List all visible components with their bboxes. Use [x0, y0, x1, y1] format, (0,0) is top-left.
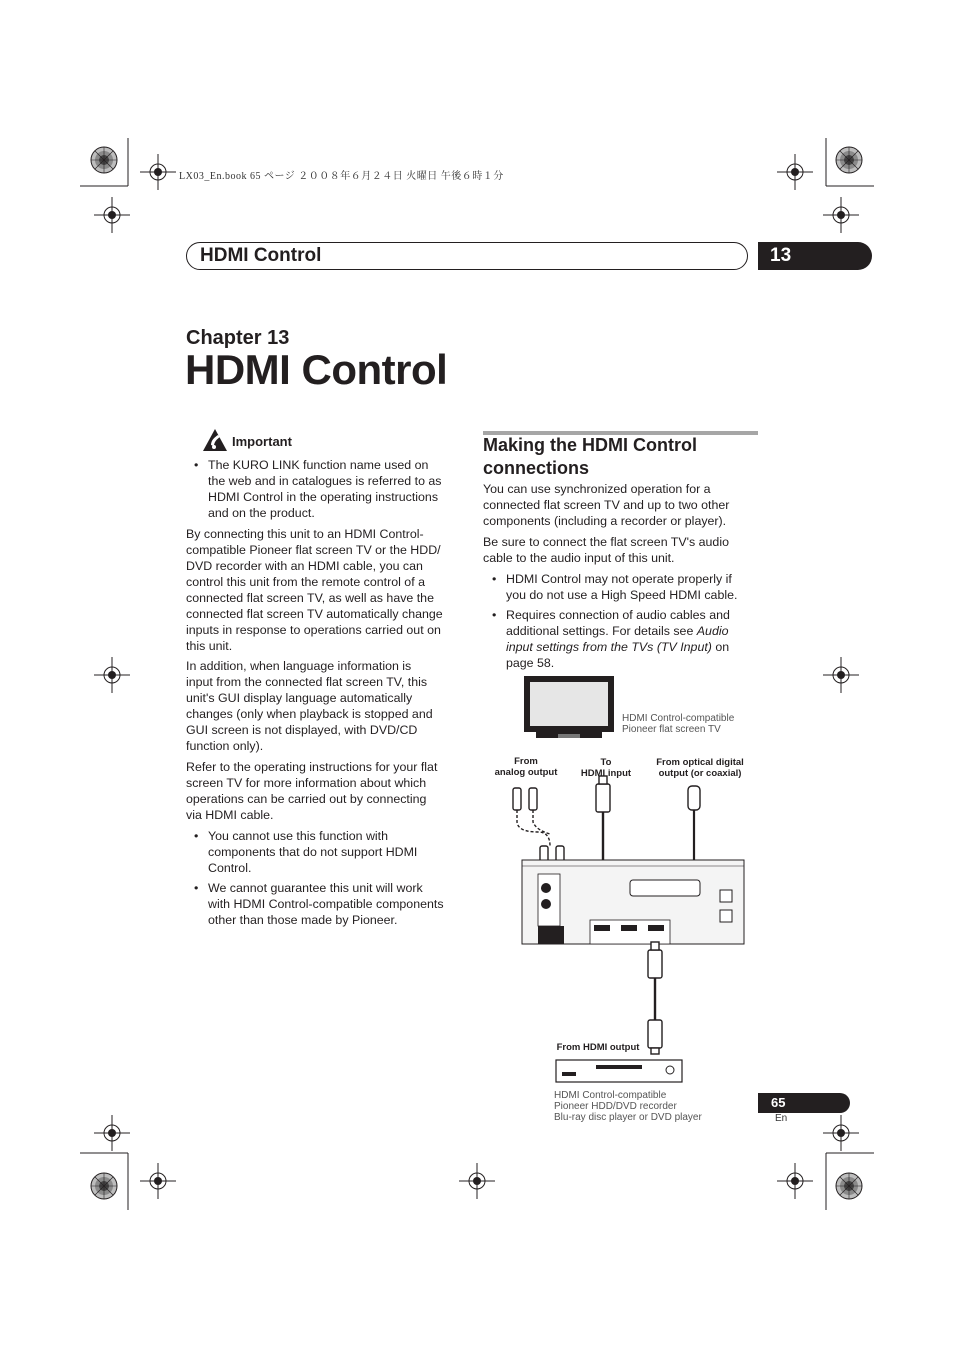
text-line: You can use synchronized operation for a [483, 482, 711, 496]
sync-paragraph [483, 481, 729, 529]
chapter-title: HDMI Control [185, 346, 448, 393]
label-line: output (or coaxial) [658, 768, 742, 779]
page-language: En [775, 1113, 788, 1124]
important-bullet [194, 457, 442, 521]
unit-rear-panel-illustration [522, 860, 744, 944]
analog-output-label [488, 756, 564, 778]
hdmi-output-cable-illustration [648, 942, 662, 1054]
player-illustration [556, 1060, 682, 1082]
header-chapter-number-text: 13 [770, 245, 792, 266]
text-line: The KURO LINK function name used on [208, 458, 429, 472]
note-bullet-2 [194, 880, 444, 928]
label-line: From [514, 756, 538, 767]
text-line: We cannot guarantee this unit will work [208, 881, 423, 895]
page-number: 65 [771, 1095, 786, 1110]
section-title [483, 434, 758, 480]
text-line: By connecting this unit to an HDMI Control- [186, 527, 424, 541]
text-line: with HDMI Control-compatible components [208, 897, 444, 911]
text-line: connected flat screen TV, as well as have the [186, 591, 434, 605]
chapter-label: Chapter 13 [186, 327, 290, 349]
language-paragraph [186, 658, 433, 754]
refer-paragraph [186, 759, 437, 823]
caption-line: Pioneer HDD/DVD recorder [554, 1101, 677, 1112]
hdmi-input-label [570, 757, 642, 779]
text-line: and on the product. [208, 506, 315, 520]
header-title: HDMI Control [200, 245, 322, 266]
note-bullet-1 [194, 828, 418, 876]
text-line: Be sure to connect the flat screen TV's audio [483, 535, 729, 549]
text-line: function only). [186, 739, 264, 753]
analog-cable-illustration [513, 788, 564, 868]
important-label: Important [232, 434, 292, 449]
bullet-dot: • [194, 881, 199, 895]
text-line: Refer to the operating instructions for your flat [186, 760, 438, 774]
label-line: From optical digital [656, 757, 744, 768]
text-line: operations can be carried out by connecting [186, 792, 427, 806]
text-line [506, 639, 730, 655]
optical-output-label [648, 757, 752, 779]
caption-line: Blu-ray disc player or DVD player [554, 1112, 702, 1123]
text-line: screen TV for more information about which [186, 776, 427, 790]
text-line: inputs in response to operations carried out on [186, 623, 441, 637]
text-line: components that do not support HDMI [208, 845, 418, 859]
cross-reference: Audio [696, 624, 729, 638]
text-line [506, 623, 730, 639]
text-line: DVD recorder with an HDMI cable, you can [186, 559, 423, 573]
section-title-line: connections [483, 458, 590, 478]
bullet-dot: • [492, 572, 497, 586]
text-line: input from the connected flat screen TV, this [186, 675, 428, 689]
text-line: HDMI Control may not operate properly if [506, 572, 732, 586]
label-line: To [600, 757, 612, 768]
text-line: control this unit from the remote control of a [186, 575, 425, 589]
text-line: compatible Pioneer flat screen TV or the HDD/ [186, 543, 441, 557]
bullet-dot: • [492, 608, 497, 622]
cross-reference: input settings from the TVs (TV Input) [506, 640, 712, 654]
header-chapter-number [758, 242, 872, 270]
section-title-line: Making the HDMI Control [483, 435, 697, 455]
text-line: via HDMI cable. [186, 808, 274, 822]
text-line: HDMI Control in the operating instructions [208, 490, 439, 504]
text-line: GUI screen is not displayed, with DVD/CD [186, 723, 418, 737]
print-info: LX03_En.book 65 ページ ２００８年６月２４日 火曜日 午後６時１分 [179, 171, 504, 182]
text-line: connected flat screen TV automatically change [186, 607, 443, 621]
important-icon [202, 428, 228, 452]
text-line: In addition, when language information is [186, 659, 412, 673]
hdmi-cable-bullet [492, 571, 738, 603]
text-line: changes (only when playback is stopped and [186, 707, 433, 721]
flat-screen-tv-illustration [524, 676, 614, 738]
text-line: connected flat screen TV and up to two other [483, 498, 730, 512]
label-line: analog output [494, 767, 558, 778]
tv-caption [622, 713, 734, 735]
player-caption [554, 1090, 702, 1123]
text-line: unit's GUI display language automatically [186, 691, 413, 705]
text-line: components (including a recorder or player). [483, 514, 727, 528]
settings-bullet [492, 607, 730, 671]
text-span: on [711, 640, 730, 654]
text-line: Requires connection of audio cables and [506, 608, 730, 622]
bullet-dot: • [194, 458, 199, 472]
text-line: Control. [208, 861, 252, 875]
text-span: additional settings. For details see [506, 624, 697, 638]
text-line: You cannot use this function with [208, 829, 389, 843]
text-line: you do not use a High Speed HDMI cable. [506, 588, 738, 602]
text-line: other than those made by Pioneer. [208, 913, 398, 927]
intro-paragraph [186, 526, 443, 654]
text-line: page 58. [506, 656, 555, 670]
caption-line: HDMI Control-compatible [622, 713, 735, 724]
audio-paragraph [483, 534, 729, 566]
caption-line: Pioneer flat screen TV [622, 724, 721, 735]
text-line: cable to the audio input of this unit. [483, 551, 675, 565]
page-number-badge [758, 1093, 850, 1113]
hdmi-output-label: From HDMI output [556, 1042, 640, 1053]
label-line: HDMI input [580, 768, 632, 779]
caption-line: HDMI Control-compatible [554, 1090, 667, 1101]
text-line: this unit. [186, 639, 233, 653]
text-line: the web and in catalogues is referred to as [208, 474, 442, 488]
bullet-dot: • [194, 829, 199, 843]
